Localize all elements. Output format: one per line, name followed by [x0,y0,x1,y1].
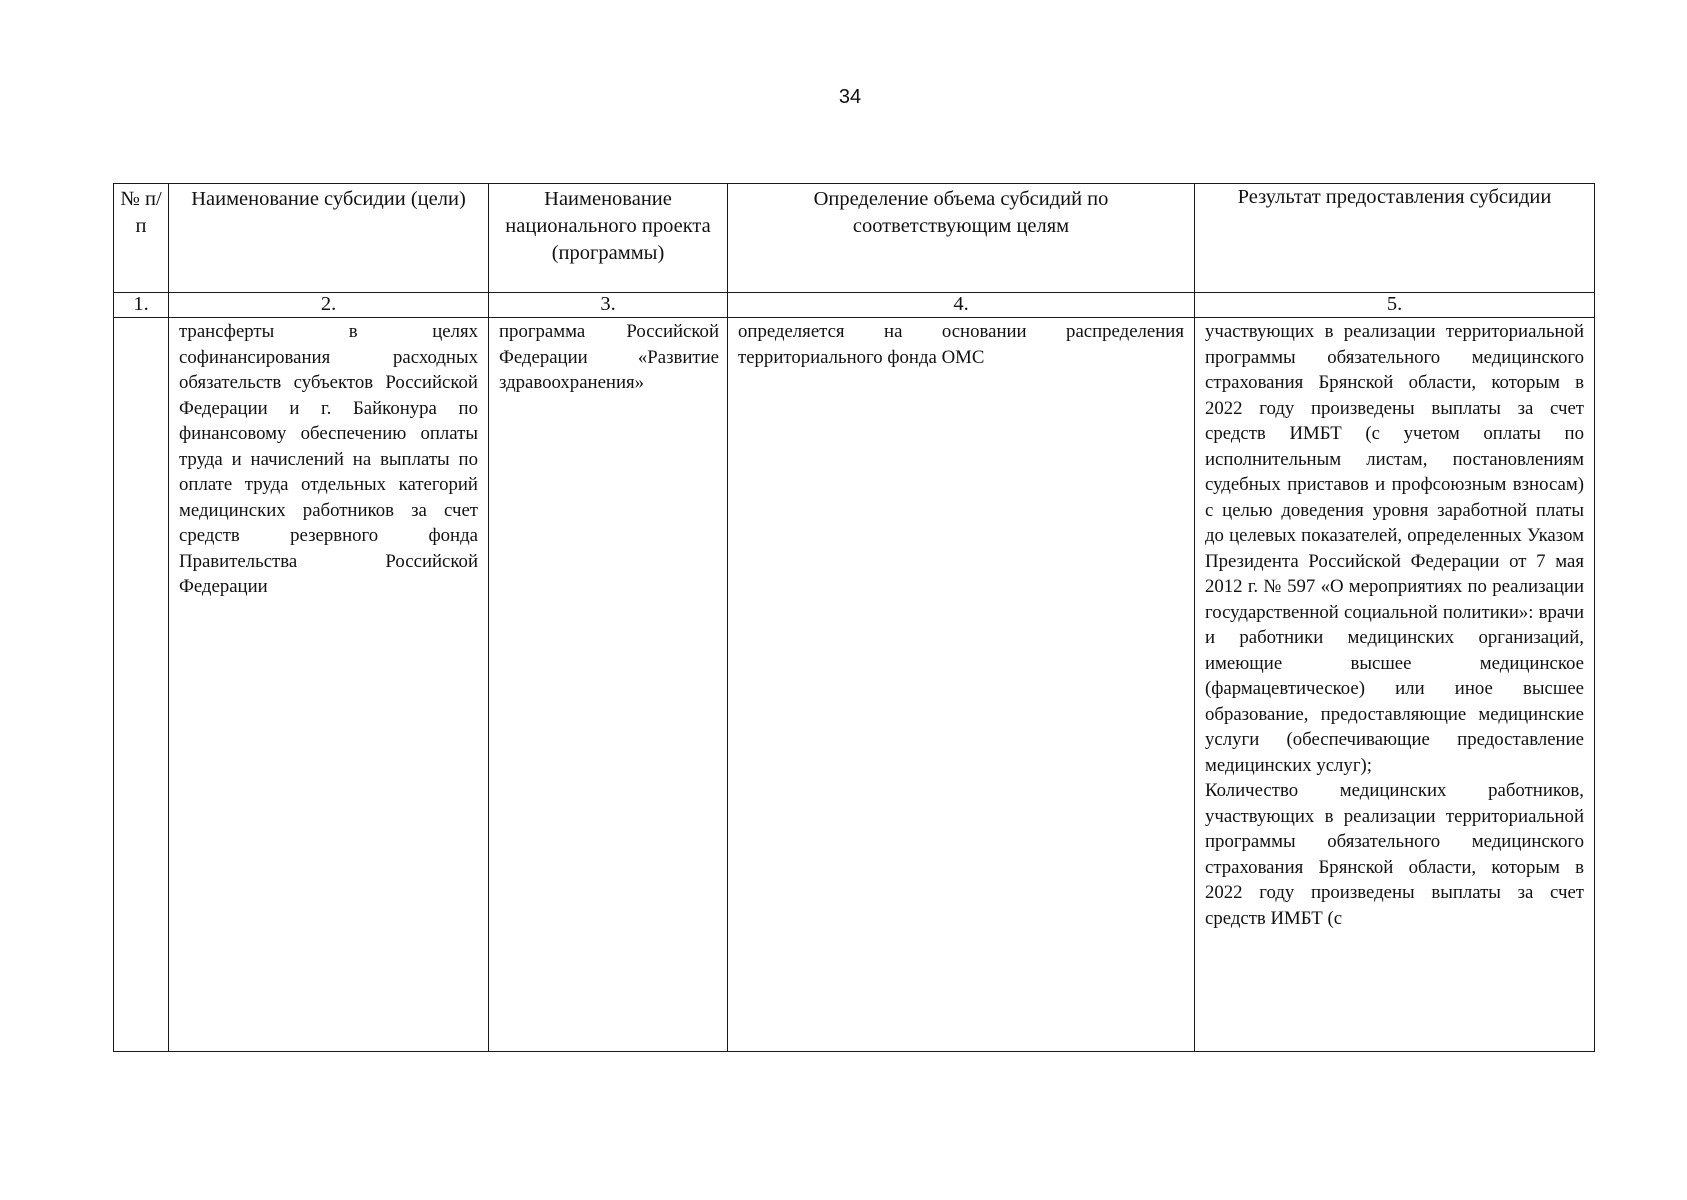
volume-definition-cell [728,318,1195,1052]
column-number-row [114,293,1595,318]
subsidy-table [113,183,1595,1052]
header-number-label: № п/п [120,188,162,237]
column-number-5: 5. [1195,293,1595,318]
header-national-project-label: Наименование национального проекта (программы) [505,188,711,264]
column-number-4: 4. [728,293,1195,318]
row-number [114,318,168,319]
header-subsidy-name-label: Наименование субсидии (цели) [191,188,466,210]
subsidy-name-cell [169,318,489,1052]
national-project-cell [489,318,728,1052]
table-header-row [114,184,1595,293]
header-volume-definition-label: Определение объема субсидий по соответствующим целям [813,188,1109,237]
result-cell [1195,318,1595,1052]
header-national-project [489,184,728,293]
column-number-3: 3. [489,293,728,318]
result-text-block [1195,318,1594,1051]
page-number: 34 [838,86,862,108]
header-result [1195,184,1595,293]
column-number-1: 1. [114,293,169,318]
subsidy-name-text: трансферты в целях софинансирования расходных обязательств субъектов Российской Федерации и г. Байконура по финансовому обеспечению оплаты труда и начислений на выплаты по оплате труда отдельных категорий медицинских работников за счет средств резервного фонда Правительства Российской Федерации [179,321,478,597]
result-paragraph-1: участвующих в реализации территориальной программы обязательного медицинского страхования Брянской области, которым в 2022 году произведены выплаты за счет средств ИМБТ (с учетом оплаты по исполнительным листам, постановлениям судебных приставов и профсоюзным взносам) с целью доведения уровня заработной платы до целевых показателей, определенных Указом Президента Российской Федерации от 7 мая 2012 г. № 597 «О мероприятиях по реализации государственной социальной политики»: врачи и работники медицинских организаций, имеющие высшее медицинское (фармацевтическое) или иное высшее образование, предоставляющие медицинские услуги (обеспечивающие предоставление медицинских услуг); [1205,321,1584,776]
result-paragraph-2: Количество медицинских работников, участвующих в реализации территориальной программы обязательного медицинского страхования Брянской области, которым в 2022 году произведены выплаты за счет средств ИМБТ (с [1205,780,1584,929]
volume-definition-text: определяется на основании распределения территориального фонда ОМС [738,321,1184,368]
table-row [114,318,1595,1052]
header-number [114,184,169,293]
header-result-label: Результат предоставления субсидии [1237,186,1552,208]
row-number-cell [114,318,169,1052]
national-project-text: программа Российской Федерации «Развитие здравоохранения» [499,321,719,393]
column-number-2: 2. [169,293,489,318]
header-subsidy-name [169,184,489,293]
header-volume-definition [728,184,1195,293]
